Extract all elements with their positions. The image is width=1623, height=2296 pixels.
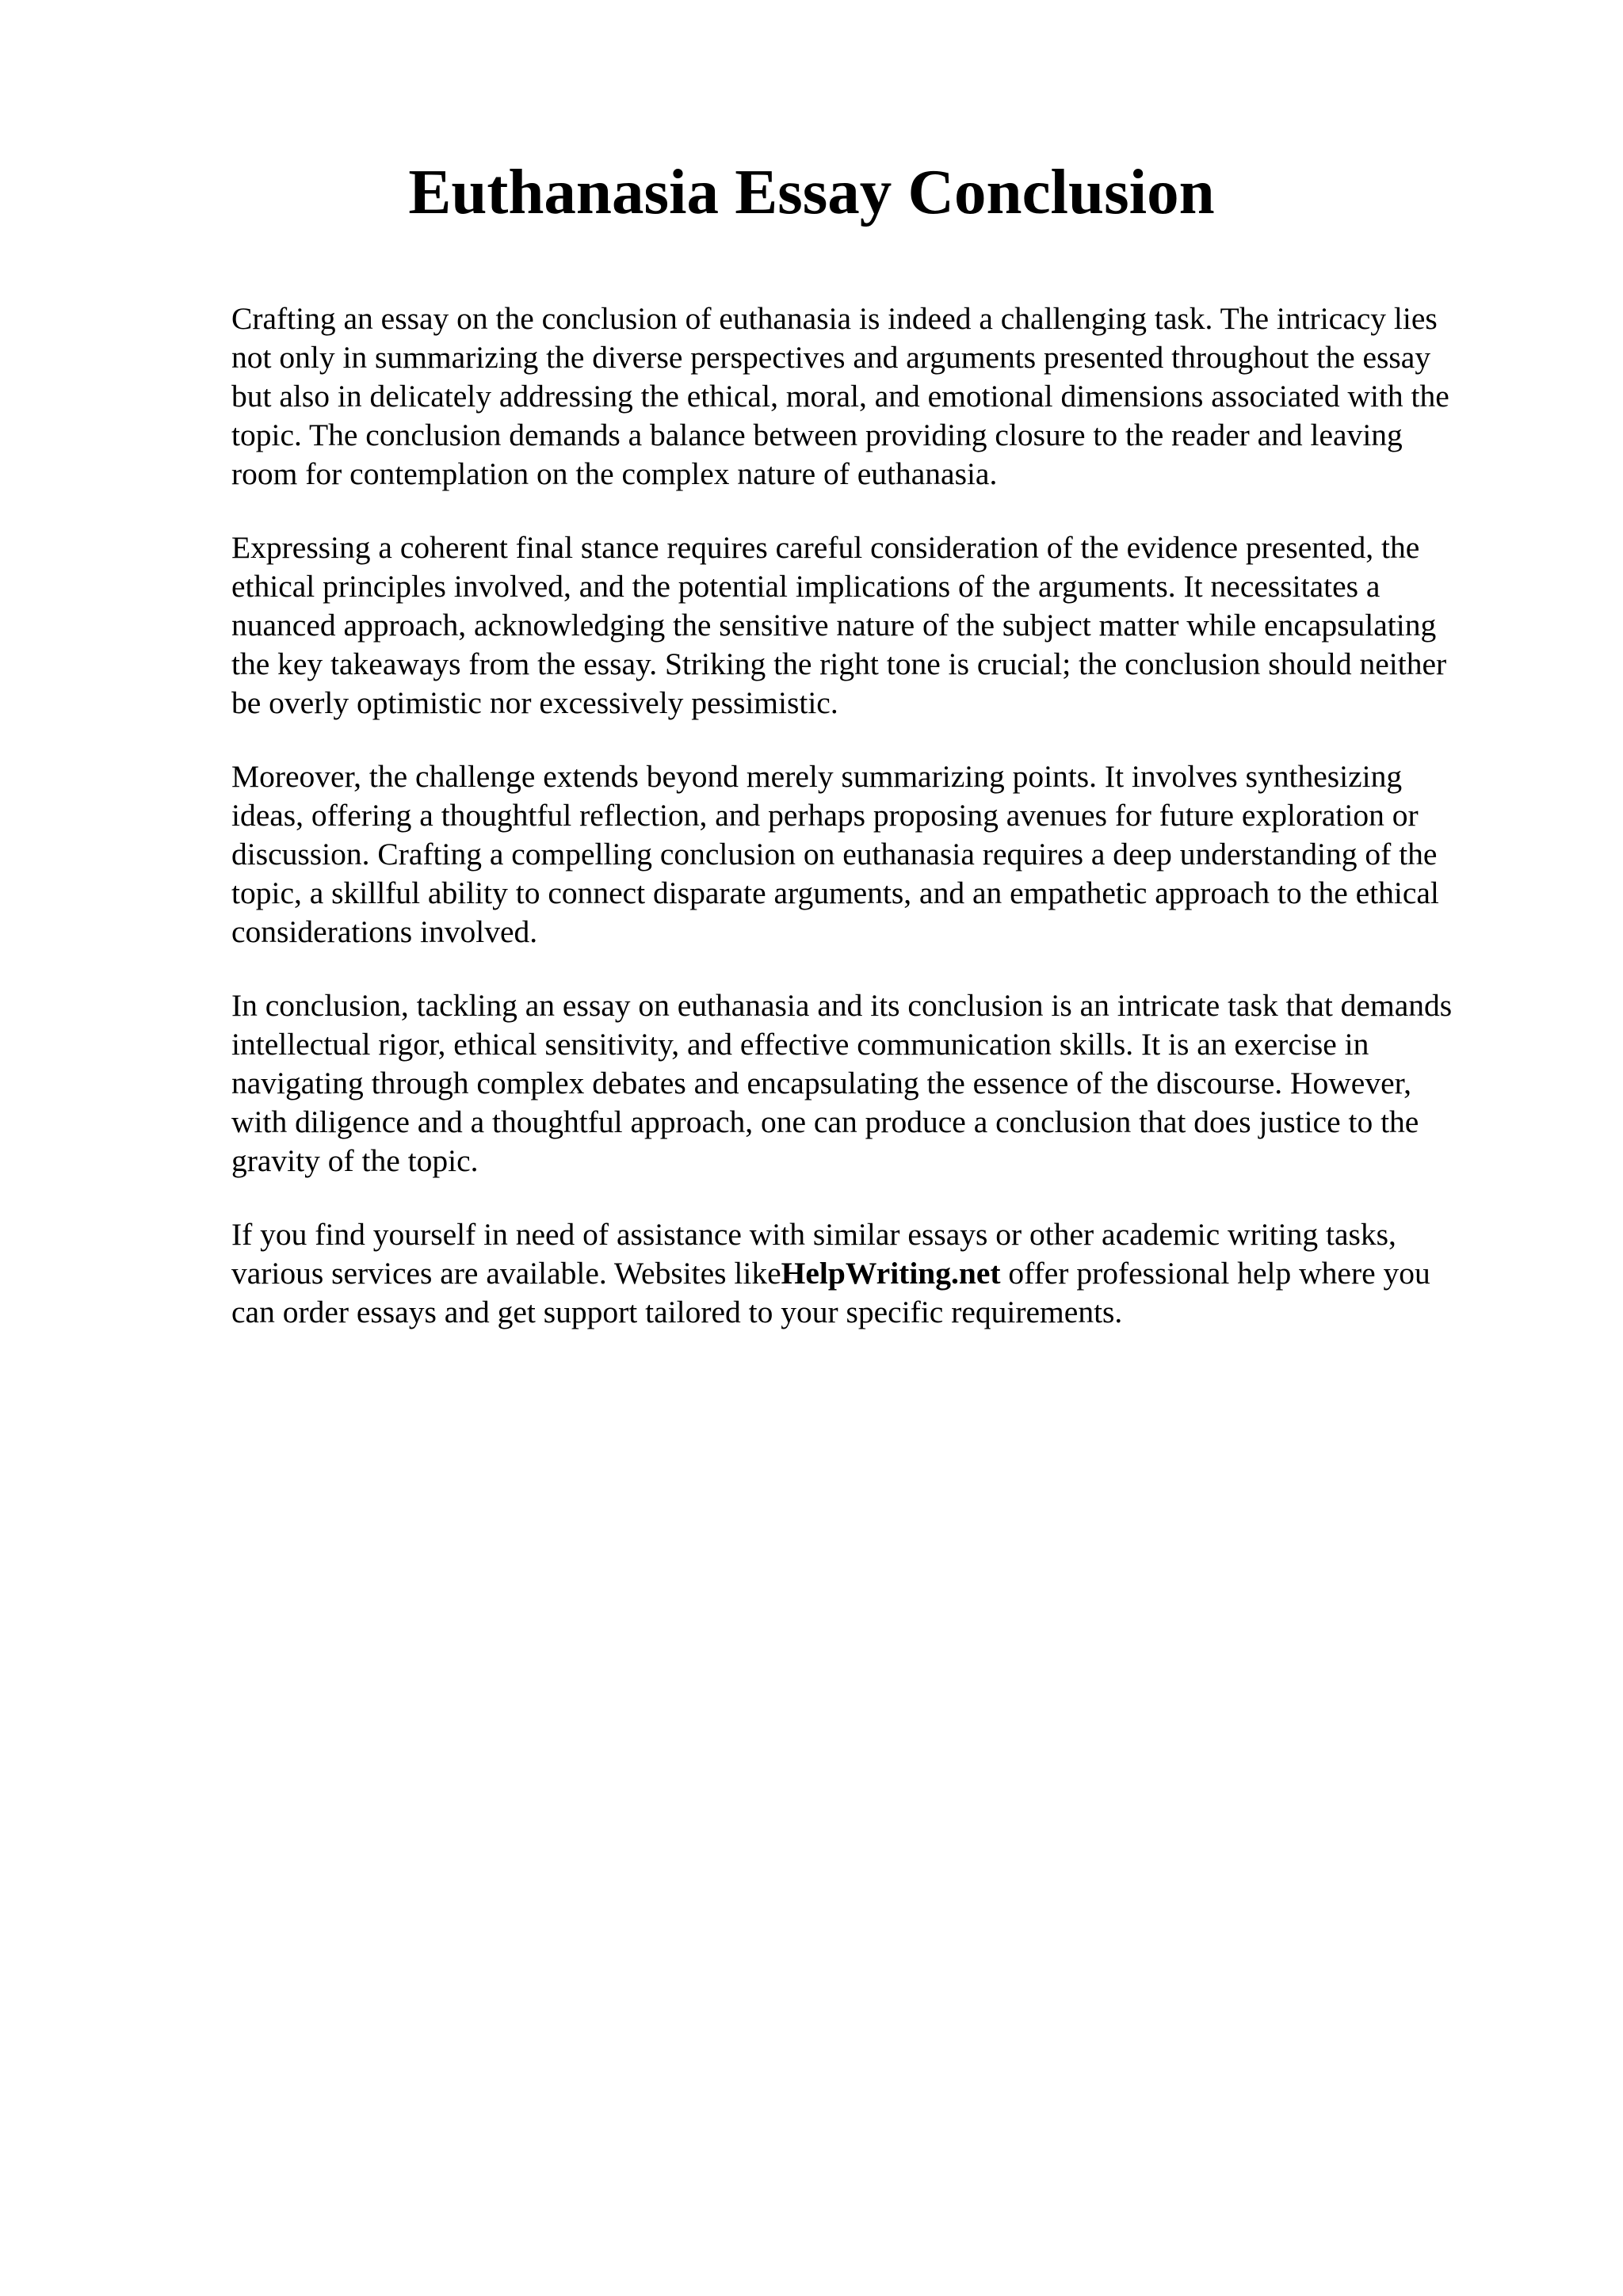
text-segment: offer professional help where you <box>1000 1256 1430 1291</box>
text-line: ideas, offering a thoughtful reflection, and perhaps proposing avenues for future exploration or <box>231 798 1419 833</box>
paragraph-3 <box>231 757 1531 952</box>
text-line: In conclusion, tackling an essay on euthanasia and its conclusion is an intricate task that demands <box>231 988 1453 1023</box>
text-line: ethical principles involved, and the potential implications of the arguments. It necessitates a <box>231 569 1381 604</box>
text-line: Moreover, the challenge extends beyond merely summarizing points. It involves synthesizing <box>231 759 1403 794</box>
paragraph-1 <box>231 299 1531 494</box>
text-line: nuanced approach, acknowledging the sensitive nature of the subject matter while encapsulating <box>231 608 1437 643</box>
text-line: topic, a skillful ability to connect disparate arguments, and an empathetic approach to the ethical <box>231 875 1439 910</box>
text-line: the key takeaways from the essay. Striking the right tone is crucial; the conclusion should neither <box>231 646 1447 681</box>
text-line: be overly optimistic nor excessively pessimistic. <box>231 685 838 720</box>
text-line: but also in delicately addressing the ethical, moral, and emotional dimensions associated with the <box>231 379 1449 414</box>
text-line: If you find yourself in need of assistance with similar essays or other academic writing tasks, <box>231 1217 1396 1252</box>
text-line: Expressing a coherent final stance requires careful consideration of the evidence presented, the <box>231 530 1420 565</box>
text-line: gravity of the topic. <box>231 1143 479 1178</box>
text-segment: various services are available. Websites like <box>231 1256 781 1291</box>
text-line: considerations involved. <box>231 914 538 949</box>
text-line: discussion. Crafting a compelling conclusion on euthanasia requires a deep understanding of the <box>231 837 1438 871</box>
document-title: Euthanasia Essay Conclusion <box>408 156 1215 227</box>
text-line: room for contemplation on the complex nature of euthanasia. <box>231 456 998 491</box>
paragraph-2 <box>231 528 1531 723</box>
text-line: Crafting an essay on the conclusion of euthanasia is indeed a challenging task. The intricacy lies <box>231 301 1438 336</box>
helpwriting-brand-link[interactable]: HelpWriting.net <box>781 1256 1001 1291</box>
text-line-with-link <box>231 1254 1531 1293</box>
text-line: not only in summarizing the diverse perspectives and arguments presented throughout the essay <box>231 340 1431 375</box>
paragraph-4 <box>231 986 1531 1180</box>
document-body <box>231 299 1531 1367</box>
text-line: can order essays and get support tailored to your specific requirements. <box>231 1295 1123 1329</box>
paragraph-closing <box>231 1215 1531 1332</box>
text-line: navigating through complex debates and encapsulating the essence of the discourse. However, <box>231 1066 1412 1100</box>
text-line: intellectual rigor, ethical sensitivity, and effective communication skills. It is an exercise in <box>231 1027 1369 1062</box>
text-line: topic. The conclusion demands a balance between providing closure to the reader and leaving <box>231 418 1403 452</box>
text-line: with diligence and a thoughtful approach, one can produce a conclusion that does justice to the <box>231 1104 1419 1139</box>
